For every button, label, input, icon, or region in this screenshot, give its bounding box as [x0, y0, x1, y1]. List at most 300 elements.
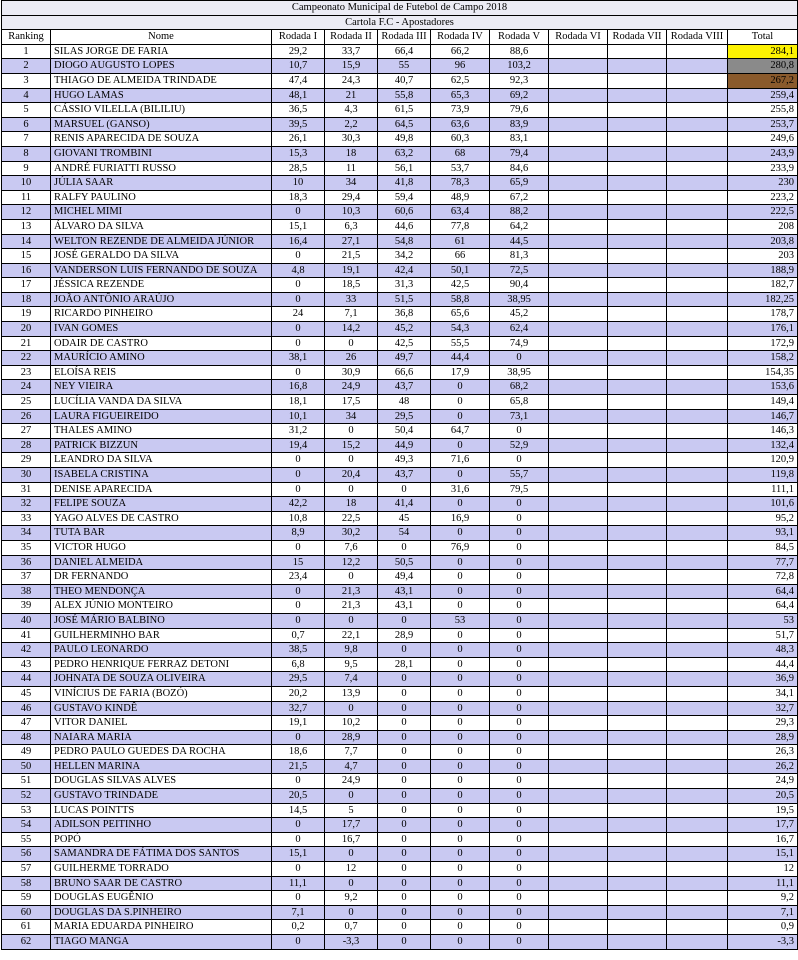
rodada-4-cell: 0 [431, 409, 490, 424]
rodada-3-cell: 0 [378, 730, 431, 745]
rodada-6-cell [549, 570, 608, 585]
table-row [2, 599, 798, 614]
rodada-1-cell: 23,4 [272, 570, 325, 585]
rodada-3-cell: 0 [378, 891, 431, 906]
rodada-2-cell: 30,3 [325, 132, 378, 147]
rodada-1-cell: 10 [272, 176, 325, 191]
name-cell: MAURÍCIO AMINO [51, 351, 272, 366]
total-cell: 26,3 [728, 745, 798, 760]
total-cell: 111,1 [728, 482, 798, 497]
rodada-5-cell: 0 [490, 511, 549, 526]
rodada-2-cell: 0 [325, 789, 378, 804]
name-cell: ISABELA CRISTINA [51, 468, 272, 483]
rodada-7-cell [608, 745, 667, 760]
header-rodada-3: Rodada III [378, 30, 431, 45]
table-row [2, 862, 798, 877]
rodada-5-cell: 0 [490, 847, 549, 862]
rodada-8-cell [667, 292, 728, 307]
total-cell: 284,1 [728, 44, 798, 59]
rodada-6-cell [549, 803, 608, 818]
rank-cell: 48 [2, 730, 51, 745]
total-cell: 84,5 [728, 540, 798, 555]
rodada-3-cell: 60,6 [378, 205, 431, 220]
rodada-4-cell: 0 [431, 905, 490, 920]
rodada-1-cell: 28,5 [272, 161, 325, 176]
rank-cell: 50 [2, 759, 51, 774]
rank-cell: 11 [2, 190, 51, 205]
rodada-3-cell: 0 [378, 482, 431, 497]
rodada-6-cell [549, 891, 608, 906]
rodada-7-cell [608, 657, 667, 672]
rodada-7-cell [608, 395, 667, 410]
rodada-7-cell [608, 730, 667, 745]
rodada-3-cell: 0 [378, 540, 431, 555]
rank-cell: 41 [2, 628, 51, 643]
total-cell: 77,7 [728, 555, 798, 570]
rodada-4-cell: 0 [431, 686, 490, 701]
rodada-7-cell [608, 511, 667, 526]
table-row [2, 409, 798, 424]
rodada-7-cell [608, 88, 667, 103]
rodada-3-cell: 0 [378, 818, 431, 833]
rodada-1-cell: 0 [272, 205, 325, 220]
rodada-1-cell: 7,1 [272, 905, 325, 920]
rodada-6-cell [549, 920, 608, 935]
name-cell: SILAS JORGE DE FARIA [51, 44, 272, 59]
rodada-4-cell: 0 [431, 716, 490, 731]
table-row [2, 424, 798, 439]
rodada-1-cell: 16,8 [272, 380, 325, 395]
total-cell: 249,6 [728, 132, 798, 147]
name-cell: LEANDRO DA SILVA [51, 453, 272, 468]
total-cell: 208 [728, 219, 798, 234]
rodada-6-cell [549, 643, 608, 658]
name-cell: FELIPE SOUZA [51, 497, 272, 512]
header-nome: Nome [51, 30, 272, 45]
rank-cell: 39 [2, 599, 51, 614]
rodada-5-cell: 88,6 [490, 44, 549, 59]
rodada-6-cell [549, 526, 608, 541]
rodada-2-cell: 24,9 [325, 774, 378, 789]
rodada-6-cell [549, 935, 608, 950]
rodada-4-cell: 0 [431, 599, 490, 614]
table-row [2, 322, 798, 337]
rank-cell: 62 [2, 935, 51, 950]
table-row [2, 891, 798, 906]
rodada-4-cell: 54,3 [431, 322, 490, 337]
table-row [2, 103, 798, 118]
rodada-8-cell [667, 526, 728, 541]
rodada-5-cell: 0 [490, 686, 549, 701]
rodada-8-cell [667, 599, 728, 614]
name-cell: RICARDO PINHEIRO [51, 307, 272, 322]
rodada-7-cell [608, 322, 667, 337]
name-cell: GUILHERMINHO BAR [51, 628, 272, 643]
total-cell: 267,2 [728, 73, 798, 88]
rodada-7-cell [608, 336, 667, 351]
rodada-3-cell: 28,9 [378, 628, 431, 643]
rodada-8-cell [667, 336, 728, 351]
rodada-7-cell [608, 905, 667, 920]
rank-cell: 7 [2, 132, 51, 147]
rodada-8-cell [667, 117, 728, 132]
total-cell: 26,2 [728, 759, 798, 774]
rodada-6-cell [549, 789, 608, 804]
rodada-6-cell [549, 117, 608, 132]
rodada-6-cell [549, 73, 608, 88]
rodada-8-cell [667, 511, 728, 526]
rodada-8-cell [667, 716, 728, 731]
rodada-2-cell: 2,2 [325, 117, 378, 132]
rodada-8-cell [667, 832, 728, 847]
rodada-4-cell: 78,3 [431, 176, 490, 191]
rodada-2-cell: 33 [325, 292, 378, 307]
rodada-5-cell: 0 [490, 599, 549, 614]
rodada-2-cell: 0,7 [325, 920, 378, 935]
rodada-1-cell: 19,4 [272, 438, 325, 453]
rank-cell: 2 [2, 59, 51, 74]
rodada-2-cell: 0 [325, 424, 378, 439]
rodada-2-cell: 21,3 [325, 599, 378, 614]
table-row [2, 730, 798, 745]
rodada-5-cell: 0 [490, 730, 549, 745]
rodada-6-cell [549, 832, 608, 847]
rodada-1-cell: 11,1 [272, 876, 325, 891]
total-cell: 172,9 [728, 336, 798, 351]
rodada-7-cell [608, 759, 667, 774]
table-row [2, 263, 798, 278]
name-cell: ODAIR DE CASTRO [51, 336, 272, 351]
rodada-3-cell: 28,1 [378, 657, 431, 672]
rodada-5-cell: 92,3 [490, 73, 549, 88]
rodada-8-cell [667, 88, 728, 103]
header-total: Total [728, 30, 798, 45]
rodada-3-cell: 42,5 [378, 336, 431, 351]
rodada-1-cell: 20,2 [272, 686, 325, 701]
rodada-8-cell [667, 219, 728, 234]
table-row [2, 657, 798, 672]
table-row [2, 365, 798, 380]
table-row [2, 803, 798, 818]
rank-cell: 17 [2, 278, 51, 293]
rodada-5-cell: 0 [490, 759, 549, 774]
rodada-1-cell: 15,1 [272, 847, 325, 862]
rodada-5-cell: 103,2 [490, 59, 549, 74]
rodada-7-cell [608, 876, 667, 891]
rodada-5-cell: 0 [490, 497, 549, 512]
rodada-2-cell: 18 [325, 146, 378, 161]
table-row [2, 351, 798, 366]
rodada-2-cell: 0 [325, 847, 378, 862]
total-cell: 280,8 [728, 59, 798, 74]
rodada-1-cell: 15,1 [272, 219, 325, 234]
rodada-2-cell: 21,3 [325, 584, 378, 599]
rodada-8-cell [667, 818, 728, 833]
rodada-1-cell: 15 [272, 555, 325, 570]
rodada-2-cell: 34 [325, 176, 378, 191]
rodada-6-cell [549, 540, 608, 555]
table-row [2, 453, 798, 468]
rodada-3-cell: 0 [378, 716, 431, 731]
rank-cell: 29 [2, 453, 51, 468]
rodada-2-cell: 17,5 [325, 395, 378, 410]
rodada-8-cell [667, 263, 728, 278]
rodada-7-cell [608, 570, 667, 585]
total-cell: 101,6 [728, 497, 798, 512]
rodada-7-cell [608, 555, 667, 570]
name-cell: ADILSON PEITINHO [51, 818, 272, 833]
rodada-4-cell: 62,5 [431, 73, 490, 88]
rodada-4-cell: 96 [431, 59, 490, 74]
total-cell: 11,1 [728, 876, 798, 891]
rank-cell: 23 [2, 365, 51, 380]
name-cell: GUILHERME TORRADO [51, 862, 272, 877]
rodada-5-cell: 0 [490, 745, 549, 760]
rodada-5-cell: 0 [490, 701, 549, 716]
rodada-1-cell: 6,8 [272, 657, 325, 672]
total-cell: 53 [728, 613, 798, 628]
rodada-4-cell: 0 [431, 497, 490, 512]
rodada-5-cell: 79,4 [490, 146, 549, 161]
rodada-1-cell: 47,4 [272, 73, 325, 88]
rodada-7-cell [608, 438, 667, 453]
rodada-6-cell [549, 263, 608, 278]
rodada-1-cell: 0 [272, 292, 325, 307]
table-row [2, 613, 798, 628]
total-cell: 9,2 [728, 891, 798, 906]
rodada-2-cell: 0 [325, 482, 378, 497]
rodada-8-cell [667, 424, 728, 439]
rodada-7-cell [608, 59, 667, 74]
rank-cell: 33 [2, 511, 51, 526]
rodada-6-cell [549, 409, 608, 424]
rodada-4-cell: 0 [431, 862, 490, 877]
rodada-6-cell [549, 307, 608, 322]
rodada-8-cell [667, 161, 728, 176]
rodada-3-cell: 0 [378, 745, 431, 760]
rodada-6-cell [549, 701, 608, 716]
rodada-7-cell [608, 73, 667, 88]
rodada-1-cell: 0 [272, 599, 325, 614]
rank-cell: 22 [2, 351, 51, 366]
rodada-7-cell [608, 774, 667, 789]
rodada-6-cell [549, 468, 608, 483]
rodada-1-cell: 0 [272, 891, 325, 906]
rodada-2-cell: 30,9 [325, 365, 378, 380]
table-row [2, 920, 798, 935]
rodada-5-cell: 52,9 [490, 438, 549, 453]
rodada-8-cell [667, 613, 728, 628]
rodada-5-cell: 83,9 [490, 117, 549, 132]
rodada-2-cell: 18,5 [325, 278, 378, 293]
rodada-1-cell: 0 [272, 818, 325, 833]
rodada-2-cell: 0 [325, 453, 378, 468]
rank-cell: 52 [2, 789, 51, 804]
table-row [2, 292, 798, 307]
rodada-6-cell [549, 219, 608, 234]
rodada-7-cell [608, 409, 667, 424]
rodada-7-cell [608, 351, 667, 366]
rodada-3-cell: 0 [378, 643, 431, 658]
header-rodada-4: Rodada IV [431, 30, 490, 45]
rodada-5-cell: 38,95 [490, 292, 549, 307]
name-cell: RALFY PAULINO [51, 190, 272, 205]
rodada-5-cell: 69,2 [490, 88, 549, 103]
rodada-8-cell [667, 146, 728, 161]
rodada-4-cell: 60,3 [431, 132, 490, 147]
rodada-7-cell [608, 628, 667, 643]
rodada-1-cell: 10,8 [272, 511, 325, 526]
rodada-3-cell: 49,4 [378, 570, 431, 585]
rodada-7-cell [608, 292, 667, 307]
rodada-4-cell: 0 [431, 832, 490, 847]
rodada-8-cell [667, 409, 728, 424]
total-cell: 253,7 [728, 117, 798, 132]
rodada-4-cell: 0 [431, 555, 490, 570]
rodada-6-cell [549, 847, 608, 862]
total-cell: 17,7 [728, 818, 798, 833]
rodada-7-cell [608, 643, 667, 658]
rodada-1-cell: 18,6 [272, 745, 325, 760]
rodada-5-cell: 0 [490, 570, 549, 585]
total-cell: 36,9 [728, 672, 798, 687]
rodada-8-cell [667, 468, 728, 483]
rodada-2-cell: 7,6 [325, 540, 378, 555]
rodada-1-cell: 10,7 [272, 59, 325, 74]
header-rodada-1: Rodada I [272, 30, 325, 45]
rodada-5-cell: 0 [490, 555, 549, 570]
rodada-6-cell [549, 628, 608, 643]
rodada-7-cell [608, 803, 667, 818]
name-cell: BRUNO SAAR DE CASTRO [51, 876, 272, 891]
table-title: Campeonato Municipal de Futebol de Campo 2018 [2, 1, 798, 16]
rodada-8-cell [667, 803, 728, 818]
rodada-1-cell: 0 [272, 935, 325, 950]
name-cell: DOUGLAS SILVAS ALVES [51, 774, 272, 789]
table-row [2, 219, 798, 234]
rodada-1-cell: 29,5 [272, 672, 325, 687]
rodada-8-cell [667, 497, 728, 512]
total-cell: 16,7 [728, 832, 798, 847]
total-cell: 19,5 [728, 803, 798, 818]
rodada-8-cell [667, 701, 728, 716]
table-row [2, 307, 798, 322]
rank-cell: 53 [2, 803, 51, 818]
rodada-2-cell: 33,7 [325, 44, 378, 59]
name-cell: THEO MENDONÇA [51, 584, 272, 599]
name-cell: DR FERNANDO [51, 570, 272, 585]
rodada-3-cell: 55 [378, 59, 431, 74]
rodada-2-cell: 9,5 [325, 657, 378, 672]
rodada-6-cell [549, 205, 608, 220]
total-cell: 44,4 [728, 657, 798, 672]
total-cell: 24,9 [728, 774, 798, 789]
name-cell: POPÓ [51, 832, 272, 847]
rodada-5-cell: 65,8 [490, 395, 549, 410]
total-cell: 203 [728, 249, 798, 264]
rodada-2-cell: 0 [325, 336, 378, 351]
name-cell: PEDRO PAULO GUEDES DA ROCHA [51, 745, 272, 760]
rodada-7-cell [608, 190, 667, 205]
table-row [2, 161, 798, 176]
rank-cell: 37 [2, 570, 51, 585]
rodada-2-cell: 20,4 [325, 468, 378, 483]
total-cell: 34,1 [728, 686, 798, 701]
rodada-3-cell: 49,7 [378, 351, 431, 366]
rodada-4-cell: 0 [431, 935, 490, 950]
name-cell: THIAGO DE ALMEIDA TRINDADE [51, 73, 272, 88]
rodada-8-cell [667, 643, 728, 658]
rodada-5-cell: 64,2 [490, 219, 549, 234]
rodada-1-cell: 18,1 [272, 395, 325, 410]
name-cell: VICTOR HUGO [51, 540, 272, 555]
rodada-5-cell: 0 [490, 905, 549, 920]
total-cell: 203,8 [728, 234, 798, 249]
total-cell: -3,3 [728, 935, 798, 950]
rodada-3-cell: 50,4 [378, 424, 431, 439]
rodada-3-cell: 0 [378, 803, 431, 818]
rodada-7-cell [608, 716, 667, 731]
total-cell: 32,7 [728, 701, 798, 716]
rodada-1-cell: 0,2 [272, 920, 325, 935]
rodada-5-cell: 0 [490, 613, 549, 628]
name-cell: PAULO LEONARDO [51, 643, 272, 658]
title-row [2, 1, 798, 16]
rodada-6-cell [549, 176, 608, 191]
name-cell: IVAN GOMES [51, 322, 272, 337]
rodada-2-cell: 0 [325, 905, 378, 920]
rodada-4-cell: 50,1 [431, 263, 490, 278]
total-cell: 158,2 [728, 351, 798, 366]
rodada-3-cell: 0 [378, 832, 431, 847]
rodada-5-cell: 0 [490, 803, 549, 818]
rodada-6-cell [549, 249, 608, 264]
table-row [2, 482, 798, 497]
rodada-7-cell [608, 424, 667, 439]
name-cell: MICHEL MIMI [51, 205, 272, 220]
rodada-4-cell: 76,9 [431, 540, 490, 555]
rodada-3-cell: 43,7 [378, 468, 431, 483]
rodada-1-cell: 0 [272, 365, 325, 380]
rodada-8-cell [667, 876, 728, 891]
rodada-8-cell [667, 789, 728, 804]
rodada-2-cell: 4,3 [325, 103, 378, 118]
rodada-1-cell: 29,2 [272, 44, 325, 59]
total-cell: 48,3 [728, 643, 798, 658]
rodada-2-cell: 21 [325, 88, 378, 103]
rodada-7-cell [608, 219, 667, 234]
rodada-8-cell [667, 103, 728, 118]
rodada-5-cell: 0 [490, 672, 549, 687]
rodada-3-cell: 34,2 [378, 249, 431, 264]
rodada-7-cell [608, 132, 667, 147]
rodada-6-cell [549, 862, 608, 877]
rodada-2-cell: 7,7 [325, 745, 378, 760]
total-cell: 255,8 [728, 103, 798, 118]
rodada-7-cell [608, 891, 667, 906]
rodada-8-cell [667, 628, 728, 643]
rodada-1-cell: 39,5 [272, 117, 325, 132]
rodada-4-cell: 0 [431, 395, 490, 410]
total-cell: 230 [728, 176, 798, 191]
rodada-3-cell: 56,1 [378, 161, 431, 176]
rank-cell: 35 [2, 540, 51, 555]
rodada-8-cell [667, 891, 728, 906]
rodada-6-cell [549, 161, 608, 176]
table-row [2, 117, 798, 132]
table-row [2, 336, 798, 351]
rodada-3-cell: 42,4 [378, 263, 431, 278]
